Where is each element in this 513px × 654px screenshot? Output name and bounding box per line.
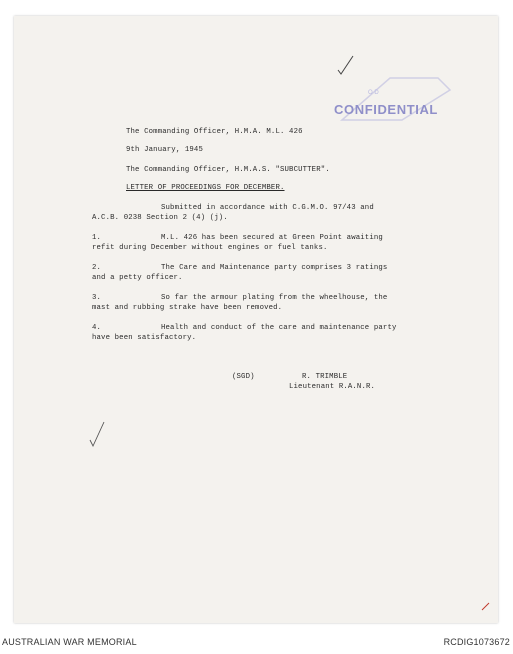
from-line: The Commanding Officer, H.M.A.S. "SUBCUTTER". <box>126 166 330 174</box>
item-3-line-2: mast and rubbing strake have been removed. <box>92 304 283 312</box>
signature-name: R. TRIMBLE <box>302 373 348 381</box>
red-pencil-mark-icon <box>480 600 492 612</box>
check-mark-icon <box>336 54 356 76</box>
date-line: 9th January, 1945 <box>126 146 203 154</box>
check-mark-icon <box>88 420 108 448</box>
document-page <box>14 16 498 623</box>
item-3-line-1: So far the armour plating from the wheelhouse, the <box>161 294 388 302</box>
svg-text:O D: O D <box>368 90 379 96</box>
intro-line-2: A.C.B. 0238 Section 2 (4) (j). <box>92 214 228 222</box>
item-1-line-2: refit during December without engines or fuel tanks. <box>92 244 328 252</box>
subject-line: LETTER OF PROCEEDINGS FOR DECEMBER. <box>126 184 285 192</box>
item-1-number: 1. <box>92 234 102 242</box>
item-4-line-1: Health and conduct of the care and maintenance party <box>161 324 397 332</box>
intro-line-1: Submitted in accordance with C.G.M.O. 97/43 and <box>161 204 374 212</box>
footer-left: AUSTRALIAN WAR MEMORIAL <box>2 637 137 647</box>
signature-sgd: (SGD) <box>232 373 255 381</box>
item-2-number: 2. <box>92 264 102 272</box>
item-1-line-1: M.L. 426 has been secured at Green Point awaiting <box>161 234 383 242</box>
signature-rank: Lieutenant R.A.N.R. <box>289 383 376 391</box>
item-4-line-2: have been satisfactory. <box>92 334 197 342</box>
item-4-number: 4. <box>92 324 102 332</box>
confidential-stamp-text: CONFIDENTIAL <box>334 102 438 117</box>
to-line: The Commanding Officer, H.M.A. M.L. 426 <box>126 128 303 136</box>
item-3-number: 3. <box>92 294 102 302</box>
item-2-line-1: The Care and Maintenance party comprises 3 ratings <box>161 264 388 272</box>
footer-right: RCDIG1073672 <box>443 637 510 647</box>
item-2-line-2: and a petty officer. <box>92 274 183 282</box>
